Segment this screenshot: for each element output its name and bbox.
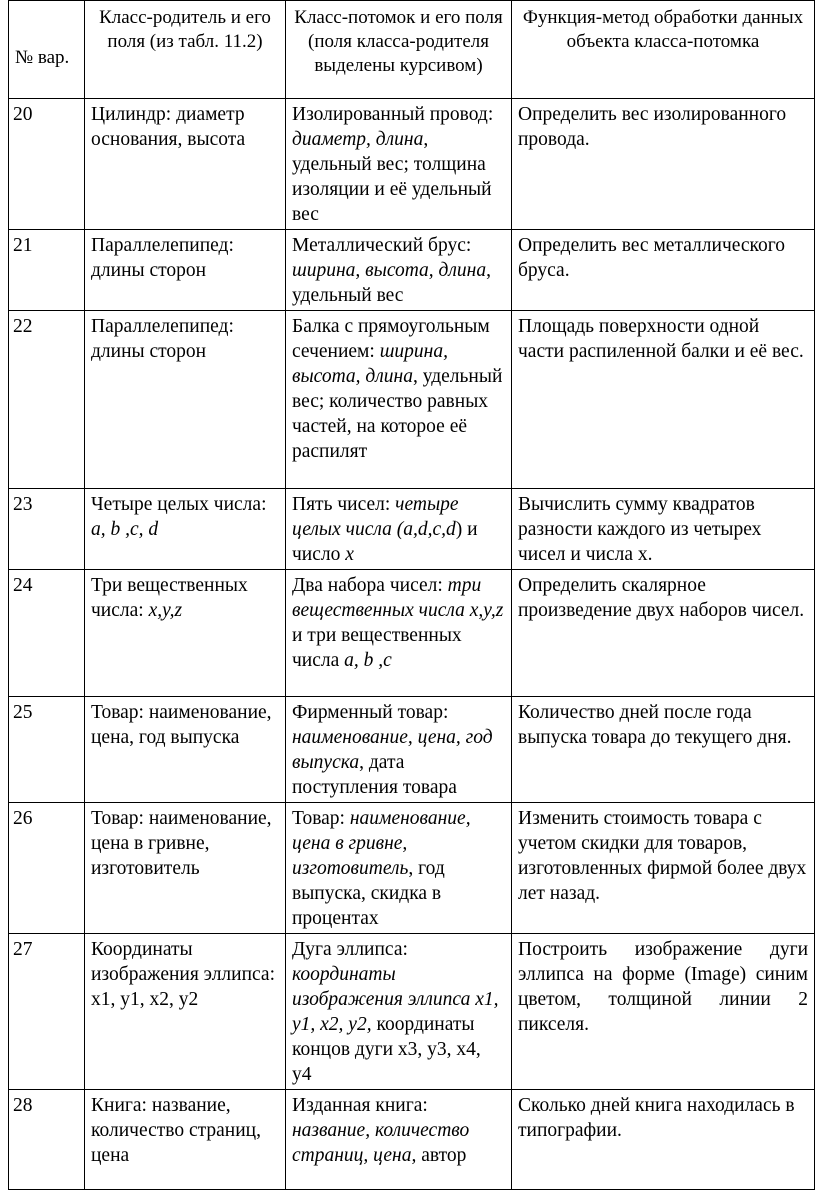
row-method: Определить скалярное произведение двух наборов чисел. bbox=[512, 570, 815, 697]
row-parent: Параллелепипед: длины сторон bbox=[85, 230, 286, 311]
row-method: Изменить стоимость товара с учетом скидки для товаров, изготовленных фирмой более двух лет назад. bbox=[512, 803, 815, 934]
variants-table bbox=[8, 0, 815, 1190]
child-text: Фирменный товар: bbox=[292, 702, 449, 723]
child-text: Товар: bbox=[292, 808, 350, 829]
child-text: Балка с прямоугольным сечением: bbox=[292, 316, 490, 362]
row-method: Определить вес металлического бруса. bbox=[512, 230, 815, 311]
row-child bbox=[286, 1090, 512, 1190]
row-num: 26 bbox=[9, 803, 85, 934]
row-num: 27 bbox=[9, 934, 85, 1090]
row-child bbox=[286, 311, 512, 489]
child-italic-text: наименование, цена в гривне, изготовитель bbox=[292, 808, 471, 879]
child-italic-text: x bbox=[345, 544, 354, 565]
row-parent: Координаты изображения эллипса: x1, y1, x2, y2 bbox=[85, 934, 286, 1090]
child-italic-text: три вещественных числа x,y,z bbox=[292, 575, 504, 621]
child-text: , удельный вес; количество равных частей, на которое её распилят bbox=[292, 366, 503, 462]
child-text: , удельный вес; толщина изоляции и её удельный вес bbox=[292, 129, 492, 225]
row-method: Площадь поверхности одной части распиленной балки и её вес. bbox=[512, 311, 815, 489]
table-row bbox=[9, 311, 815, 489]
child-text: Два набора чисел: bbox=[292, 575, 448, 596]
header-num: № вар. bbox=[9, 1, 85, 99]
child-italic-text: координаты изображения эллипса x1, y1, x2, y2, bbox=[292, 964, 499, 1035]
row-num: 28 bbox=[9, 1090, 85, 1190]
row-method: Построить изображение дуги эллипса на форме (Image) синим цветом, толщиной линии 2 пикселя. bbox=[512, 934, 815, 1090]
row-parent: Параллелепипед: длины сторон bbox=[85, 311, 286, 489]
row-child bbox=[286, 934, 512, 1090]
child-italic-text: ширина, высота, длина bbox=[292, 341, 448, 387]
child-text: Дуга эллипса: bbox=[292, 939, 408, 960]
row-method: Определить вес изолированного провода. bbox=[512, 99, 815, 230]
row-parent: Книга: название, количество страниц, цена bbox=[85, 1090, 286, 1190]
row-num: 22 bbox=[9, 311, 85, 489]
row-method: Количество дней после года выпуска товара до текущего дня. bbox=[512, 697, 815, 803]
child-text: Изданная книга: bbox=[292, 1095, 428, 1116]
table-header-row bbox=[9, 1, 815, 99]
child-text: координаты концов дуги x3, y3, x4, y4 bbox=[292, 1014, 481, 1085]
child-italic-text: название, количество страниц, цена, bbox=[292, 1120, 470, 1166]
child-text: Металлический брус: bbox=[292, 235, 472, 256]
child-text: , дата поступления товара bbox=[292, 752, 457, 798]
table-row bbox=[9, 99, 815, 230]
child-text: автор bbox=[416, 1145, 467, 1166]
row-child bbox=[286, 230, 512, 311]
row-num: 23 bbox=[9, 489, 85, 570]
row-child bbox=[286, 803, 512, 934]
header-child: Класс-потомок и его поля (поля класса-родителя выделены курсивом) bbox=[286, 1, 512, 99]
table-row bbox=[9, 697, 815, 803]
child-italic-text: ширина, высота, длина bbox=[292, 260, 487, 281]
child-text: , удельный вес bbox=[292, 260, 491, 306]
row-method: Вычислить сумму квадратов разности каждого из четырех чисел и числа x. bbox=[512, 489, 815, 570]
table-row bbox=[9, 1090, 815, 1190]
child-text: Пять чисел: bbox=[292, 494, 396, 515]
row-child bbox=[286, 697, 512, 803]
row-parent: Цилиндр: диаметр основания, высота bbox=[85, 99, 286, 230]
row-num: 24 bbox=[9, 570, 85, 697]
parent-italic-text: x,y,z bbox=[148, 600, 183, 621]
row-child bbox=[286, 570, 512, 697]
table-row bbox=[9, 803, 815, 934]
row-method: Сколько дней книга находилась в типографии. bbox=[512, 1090, 815, 1190]
child-text: и три вещественных числа bbox=[292, 625, 462, 671]
row-parent: Товар: наименование, цена в гривне, изготовитель bbox=[85, 803, 286, 934]
row-child bbox=[286, 99, 512, 230]
row-parent: Товар: наименование, цена, год выпуска bbox=[85, 697, 286, 803]
child-italic-text: четыре целых числа (a,d,c,d bbox=[292, 494, 459, 540]
child-italic-text: наименование, цена, год выпуска bbox=[292, 727, 493, 773]
header-method: Функция-метод обработки данных объекта класса-потомка bbox=[512, 1, 815, 99]
table-row bbox=[9, 570, 815, 697]
child-text: Изолированный провод: bbox=[292, 104, 494, 125]
child-text: , год выпуска, скидка в процентах bbox=[292, 858, 445, 929]
row-num: 25 bbox=[9, 697, 85, 803]
table-row bbox=[9, 489, 815, 570]
parent-italic-text: a, b ,c, d bbox=[91, 519, 159, 540]
row-num: 21 bbox=[9, 230, 85, 311]
table-row bbox=[9, 934, 815, 1090]
row-parent bbox=[85, 489, 286, 570]
row-child bbox=[286, 489, 512, 570]
parent-text: Четыре целых числа: bbox=[91, 494, 267, 515]
child-italic-text: диаметр, длина bbox=[292, 129, 424, 150]
row-parent bbox=[85, 570, 286, 697]
row-num: 20 bbox=[9, 99, 85, 230]
header-parent: Класс-родитель и его поля (из табл. 11.2) bbox=[85, 1, 286, 99]
parent-text: Три вещественных числа: bbox=[91, 575, 248, 621]
table-row bbox=[9, 230, 815, 311]
child-italic-text: a, b ,c bbox=[344, 650, 392, 671]
child-text: ) и число bbox=[292, 519, 478, 565]
